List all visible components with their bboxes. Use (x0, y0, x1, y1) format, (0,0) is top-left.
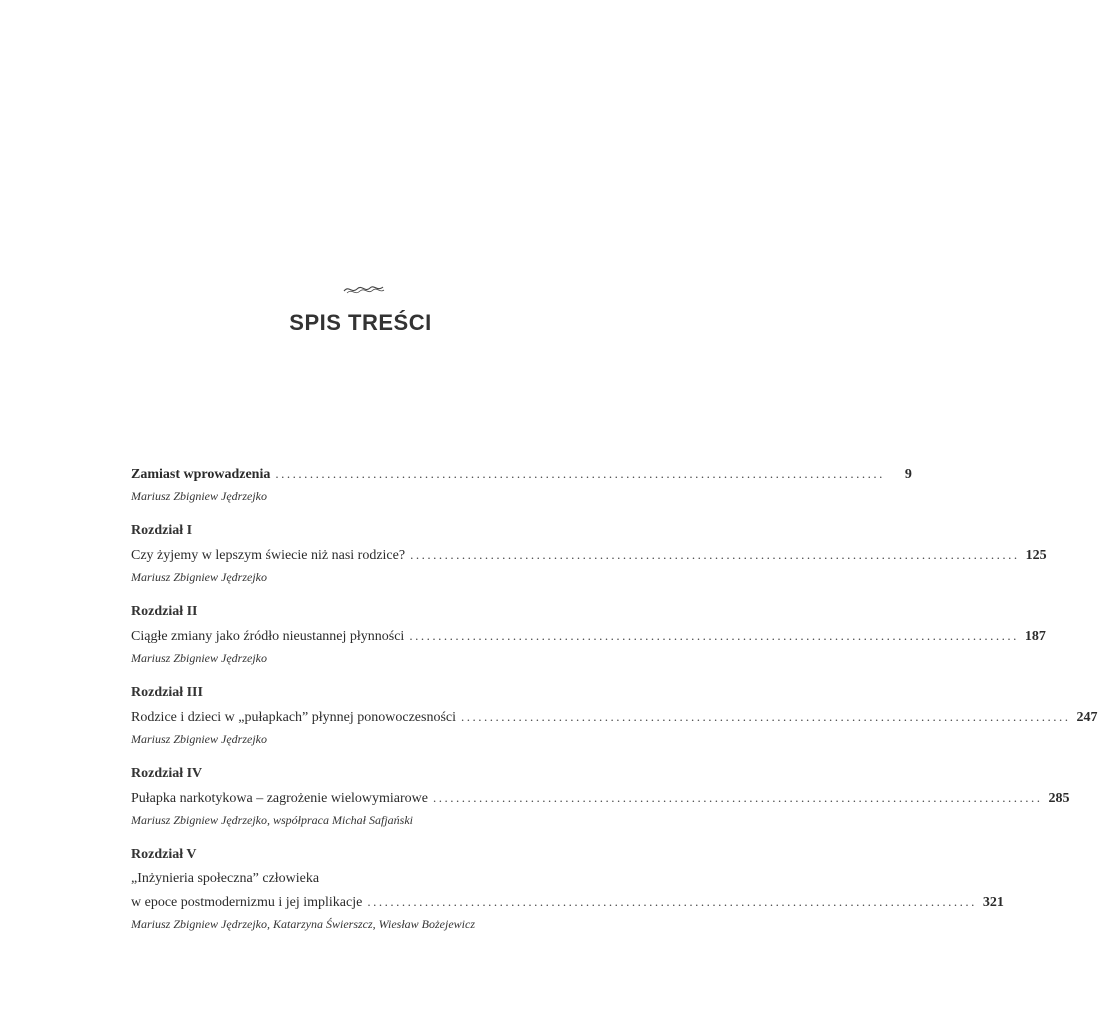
toc-entry-chapter-5 (131, 843, 1004, 934)
dot-leader: .......................................................................................................... (409, 628, 1019, 643)
toc-page-number: 321 (982, 895, 1004, 910)
toc-entry-chapter-2 (131, 600, 1046, 668)
toc-entry-title: w epoce postmodernizmu i jej implikacje (131, 895, 363, 910)
toc-page-number: 247 (1076, 710, 1098, 725)
chapter-heading: Rozdział V (131, 847, 197, 862)
chapter-heading: Rozdział II (131, 604, 198, 619)
toc-line[interactable] (131, 786, 1070, 810)
toc-entry-chapter-3 (131, 681, 1098, 749)
toc-author: Mariusz Zbigniew Jędrzejko (131, 651, 267, 665)
toc-line[interactable] (131, 890, 1004, 914)
toc-page-number: 125 (1025, 548, 1047, 563)
toc-entry-title: Rodzice i dzieci w „pułapkach” płynnej ponowoczesności (131, 710, 456, 725)
toc-entry-title: Czy żyjemy w lepszym świecie niż nasi rodzice? (131, 548, 406, 563)
toc-author: Mariusz Zbigniew Jędrzejko (131, 489, 267, 503)
toc-entry-title: Ciągłe zmiany jako źródło nieustannej płynności (131, 629, 405, 644)
chapter-heading: Rozdział III (131, 685, 203, 700)
toc-page-number: 9 (904, 467, 912, 482)
chapter-heading: Rozdział IV (131, 766, 203, 781)
toc-author: Mariusz Zbigniew Jędrzejko (131, 732, 267, 746)
toc-page-number: 285 (1048, 791, 1070, 806)
toc-line[interactable] (131, 705, 1098, 729)
toc-author: Mariusz Zbigniew Jędrzejko, Katarzyna Świerszcz, Wiesław Bożejewicz (131, 917, 475, 931)
toc-line[interactable] (131, 624, 1046, 648)
page-title: SPIS TREŚCI (289, 310, 432, 335)
dot-leader: .......................................................................................................... (367, 894, 977, 909)
toc-entry-chapter-1 (131, 519, 1047, 587)
toc-entry-title-line-1[interactable]: „Inżynieria społeczna” człowieka (131, 871, 320, 886)
wave-flourish-icon (343, 282, 385, 296)
table-of-contents (131, 462, 1098, 947)
toc-line[interactable] (131, 462, 912, 486)
dot-leader: .......................................................................................................... (461, 709, 1071, 724)
dot-leader: .......................................................................................................... (275, 466, 885, 481)
toc-page-number: 187 (1024, 629, 1046, 644)
toc-line[interactable] (131, 543, 1047, 567)
toc-author: Mariusz Zbigniew Jędrzejko, współpraca Michał Safjański (131, 813, 413, 827)
toc-entry-title: Pułapka narkotykowa – zagrożenie wielowymiarowe (131, 791, 429, 806)
dot-leader: .......................................................................................................... (433, 790, 1043, 805)
toc-entry-title: Zamiast wprowadzenia (131, 467, 271, 482)
toc-entry-chapter-4 (131, 762, 1070, 830)
dot-leader: .......................................................................................................... (410, 547, 1020, 562)
chapter-heading: Rozdział I (131, 523, 193, 538)
toc-author: Mariusz Zbigniew Jędrzejko (131, 570, 267, 584)
toc-entry-intro (131, 462, 912, 506)
